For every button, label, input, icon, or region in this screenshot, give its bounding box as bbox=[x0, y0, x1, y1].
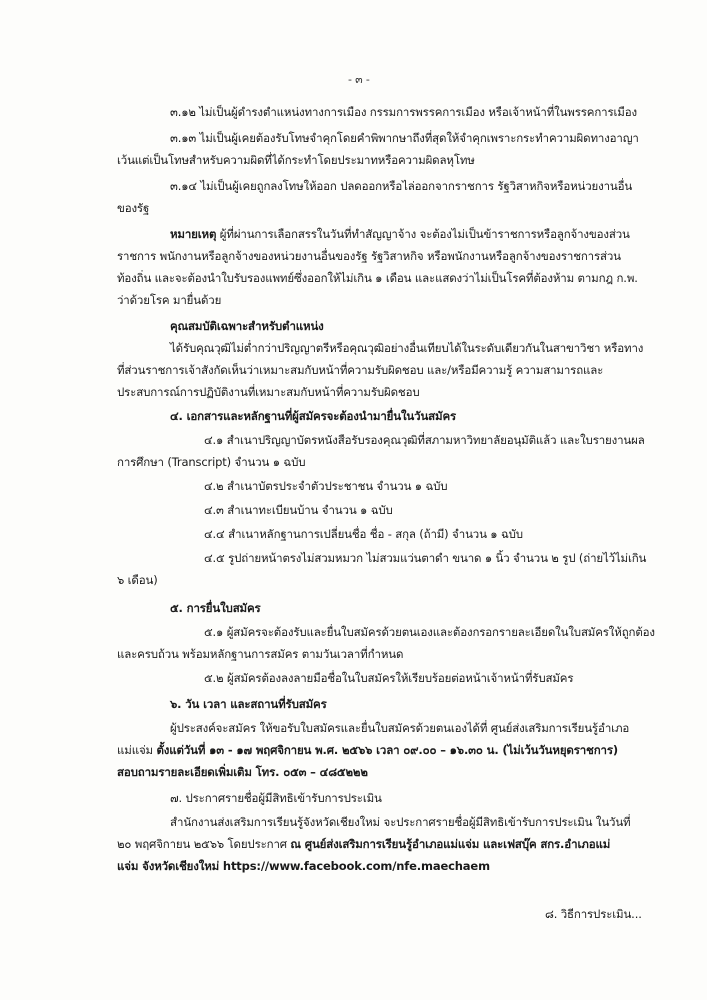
section-7-venue: ณ ศูนย์ส่งเสริมการเรียนรู้อำเภอแม่แจ่ม และเฟสบุ๊ค สกร.อำเภอแม่ bbox=[290, 837, 611, 851]
remark-text: ผู้ที่ผ่านการเลือกสรรในวันที่ทำสัญญาจ้าง จะต้องไม่เป็นข้าราชการหรือลูกจ้างของส่วน bbox=[216, 227, 630, 241]
item-4-5: ๔.๕ รูปถ่ายหน้าตรงไม่สวมหมวก ไม่สวมแว่นตาดำ ขนาด ๑ นิ้ว จำนวน ๒ รูป (ถ่ายไว้ไม่เกิน bbox=[204, 551, 647, 565]
specific-line-2: ที่ส่วนราชการเจ้าสังกัดเห็นว่าเหมาะสมกับหน้าที่ความรับผิดชอบ และ/หรือมีความรู้ ความสามารถและ bbox=[117, 363, 604, 377]
qualification-3-13: ๓.๑๓ ไม่เป็นผู้เคยต้องรับโทษจำคุกโดยคำพิพากษาถึงที่สุดให้จำคุกเพราะกระทำความผิดทางอาญา bbox=[170, 131, 639, 145]
item-5-2: ๕.๒ ผู้สมัครต้องลงลายมือชื่อในใบสมัครให้เรียบร้อยต่อหน้าเจ้าหน้าที่รับสมัคร bbox=[204, 671, 574, 685]
remark-label: หมายเหตุ bbox=[170, 227, 217, 241]
section-7-date: ๒๐ พฤศจิกายน ๒๕๖๖ โดยประกาศ bbox=[117, 837, 291, 851]
section-7-facebook-link[interactable]: แจ่ม จังหวัดเชียงใหม่ https://www.facebook.com/nfe.maechaem bbox=[117, 859, 490, 873]
remark-line-2: ราชการ พนักงานหรือลูกจ้างของหน่วยงานอื่นของรัฐ รัฐวิสาหกิจ หรือพนักงานหรือลูกจ้างของราชการส่วน bbox=[117, 249, 621, 263]
section-6-date-time: ตั้งแต่วันที่ ๑๓ - ๑๗ พฤศจิกายน พ.ศ. ๒๕๖๖ เวลา ๐๙.๐๐ – ๑๖.๓๐ น. (ไม่เว้นวันหยุดราชการ) bbox=[156, 743, 618, 757]
item-4-2: ๔.๒ สำเนาบัตรประจำตัวประชาชน จำนวน ๑ ฉบับ bbox=[204, 479, 448, 493]
item-4-3: ๔.๓ สำเนาทะเบียนบ้าน จำนวน ๑ ฉบับ bbox=[204, 503, 393, 517]
qualification-3-13-cont: เว้นแต่เป็นโทษสำหรับความผิดที่ได้กระทำโดยประมาทหรือความผิดลหุโทษ bbox=[117, 153, 475, 167]
section-7-heading: ๗. ประกาศรายชื่อผู้มีสิทธิเข้ารับการประเมิน bbox=[170, 791, 382, 805]
section-6-contact: สอบถามรายละเอียดเพิ่มเติม โทร. ๐๕๓ – ๔๘๕๒๒๒ bbox=[117, 765, 368, 779]
item-4-1-cont: การศึกษา (Transcript) จำนวน ๑ ฉบับ bbox=[117, 455, 306, 469]
item-4-4: ๔.๔ สำเนาหลักฐานการเปลี่ยนชื่อ ชื่อ - สกุล (ถ้ามี) จำนวน ๑ ฉบับ bbox=[204, 527, 523, 541]
section-6-line-1: ผู้ประสงค์จะสมัคร ให้ขอรับใบสมัครและยื่นใบสมัครด้วยตนเองได้ที่ ศูนย์ส่งเสริมการเรียนรู้อำเภอ bbox=[170, 721, 630, 735]
section-6-line-2 bbox=[117, 742, 618, 758]
item-4-1: ๔.๑ สำเนาปริญญาบัตรหนังสือรับรองคุณวุฒิที่สภามหาวิทยาลัยอนุมัติแล้ว และใบรายงานผล bbox=[204, 433, 645, 447]
section-5-heading: ๕. การยื่นใบสมัคร bbox=[170, 601, 261, 615]
page-number: - ๓ - bbox=[348, 73, 370, 86]
section-7-line-2 bbox=[117, 836, 610, 852]
item-5-1-cont: และครบถ้วน พร้อมหลักฐานการสมัคร ตามวันเวลาที่กำหนด bbox=[117, 647, 404, 661]
section-7-line-1: สำนักงานส่งเสริมการเรียนรู้จังหวัดเชียงใหม่ จะประกาศรายชื่อผู้มีสิทธิเข้ารับการประเมิน ในวันที่ bbox=[170, 815, 631, 829]
item-5-1: ๕.๑ ผู้สมัครจะต้องรับและยื่นใบสมัครด้วยตนเองและต้องกรอกรายละเอียดในใบสมัครให้ถูกต้อง bbox=[204, 625, 655, 639]
qualification-3-14: ๓.๑๔ ไม่เป็นผู้เคยถูกลงโทษให้ออก ปลดออกหรือไล่ออกจากราชการ รัฐวิสาหกิจหรือหน่วยงานอื่น bbox=[170, 179, 633, 193]
section-6-location: แม่แจ่ม bbox=[117, 743, 157, 757]
remark-line-3: ท้องถิ่น และจะต้องนำใบรับรองแพทย์ซึ่งออกให้ไม่เกิน ๑ เดือน และแสดงว่าไม่เป็นโรคที่ต้องห้าม ตามกฎ ก.พ. bbox=[117, 271, 638, 285]
specific-line-1: ได้รับคุณวุฒิไม่ต่ำกว่าปริญญาตรีหรือคุณวุฒิอย่างอื่นเทียบได้ในระดับเดียวกันในสาขาวิชา หรือทาง bbox=[170, 341, 644, 355]
item-4-5-cont: ๖ เดือน) bbox=[117, 573, 158, 587]
qualification-3-14-cont: ของรัฐ bbox=[117, 201, 150, 215]
remark-line-1 bbox=[170, 226, 630, 242]
next-page-footer: ๘. วิธีการประเมิน... bbox=[545, 907, 642, 921]
remark-line-4: ว่าด้วยโรค มายื่นด้วย bbox=[117, 293, 222, 307]
section-6-heading: ๖. วัน เวลา และสถานที่รับสมัคร bbox=[170, 697, 327, 711]
qualification-3-12: ๓.๑๒ ไม่เป็นผู้ดำรงตำแหน่งทางการเมือง กรรมการพรรคการเมือง หรือเจ้าหน้าที่ในพรรคการเมือง bbox=[170, 105, 637, 119]
specific-line-3: ประสบการณ์การปฏิบัติงานที่เหมาะสมกับหน้าที่ความรับผิดชอบ bbox=[117, 385, 420, 399]
specific-qualification-heading: คุณสมบัติเฉพาะสำหรับตำแหน่ง bbox=[170, 319, 324, 333]
section-4-heading: ๔. เอกสารและหลักฐานที่ผู้สมัครจะต้องนำมายื่นในวันสมัคร bbox=[170, 409, 457, 423]
